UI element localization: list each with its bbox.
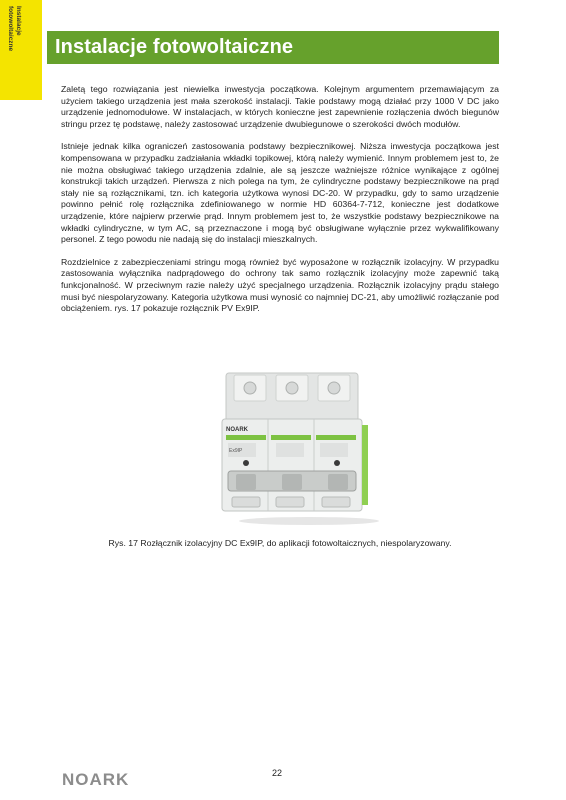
disconnector-illustration	[196, 361, 422, 527]
main-content	[61, 84, 499, 326]
page-number: 22	[271, 768, 282, 778]
section-side-tab-label: Instalacje fotowoltaiczne	[7, 6, 22, 52]
section-side-tab	[0, 0, 42, 100]
figure-caption: Rys. 17 Rozłącznik izolacyjny DC Ex9IP, do aplikacji fotowoltaicznych, niespolaryzowany.	[108, 538, 452, 548]
page-title: Instalacje fotowoltaiczne	[55, 36, 294, 58]
footer-brand-logo: NOARK	[62, 770, 130, 789]
page-title-bar	[47, 31, 499, 64]
device-brand-text: NOARK	[226, 427, 248, 433]
paragraph-2: Istnieje jednak kilka ograniczeń zastosowania podstawy bezpiecznikowej. Niższa inwestycja początkowa jest kompensowana w przypadku zadziałania wkładki topikowej, którą należy wymienić. Innym problemem jest to, że nie można obsługiwać takiego urządzenia zdalnie, ale są jeszcze ważniejsze różnice wynikające z ogólnej konstrukcji takich urządzeń. Pierwsza z nich polega na tym, że cylindryczne podstawy bezpiecznikowe na prąd stały nie są rozłącznikami, tzn. ich kategoria użytkowa wynosi DC-20. W przypadku, gdy to samo urządzenie powinno pełnić rolę rozłącznika zdefiniowanego w normie HD 60364-7-712, konieczne jest dodatkowe urządzenie, które najpierw przerwie prąd. Innym problemem jest to, że wszystkie podstawy bezpiecznikowe na wkładki cylindryczne, w tym AC, są przeznaczone i mogą być obsługiwane wyłącznie przez wykwalifikowany personel. Z tego powodu nie nadają się do instalacji mieszkalnych.	[61, 141, 499, 245]
device-model-text: Ex9IP	[229, 448, 243, 454]
paragraph-1: Zaletą tego rozwiązania jest niewielka inwestycja początkowa. Kolejnym argumentem przemawiającym za użyciem takiego urządzenia jest mała szerokość instalacji. Takie podstawy mogą działać przy 1000 V DC jako urządzenie jednomodułowe. W instalacjach, w których konieczne jest zapewnienie rozłączenia dwóch biegunów stringu przez tę podstawę, należy zastosować urządzenie dwubiegunowe o szerokości dwóch modułów.	[61, 84, 499, 129]
figure-disconnector-image	[196, 361, 422, 527]
paragraph-3: Rozdzielnice z zabezpieczeniami stringu mogą również być wyposażone w rozłącznik izolacyjny. W przypadku zastosowania wyłącznika nadprądowego do ochrony tak samo rozłącznik izolacyjny może zapewnić taką funkcjonalność. W przeciwnym razie należy użyć specjalnego urządzenia. Rozłącznik izolacyjny prądu stałego musi być niespolaryzowany. Kategoria użytkowa musi wynosić co najmniej DC-21, aby umożliwić rozłączanie pod obciążeniem. rys. 17 pokazuje rozłącznik PV Ex9IP.	[61, 256, 499, 314]
